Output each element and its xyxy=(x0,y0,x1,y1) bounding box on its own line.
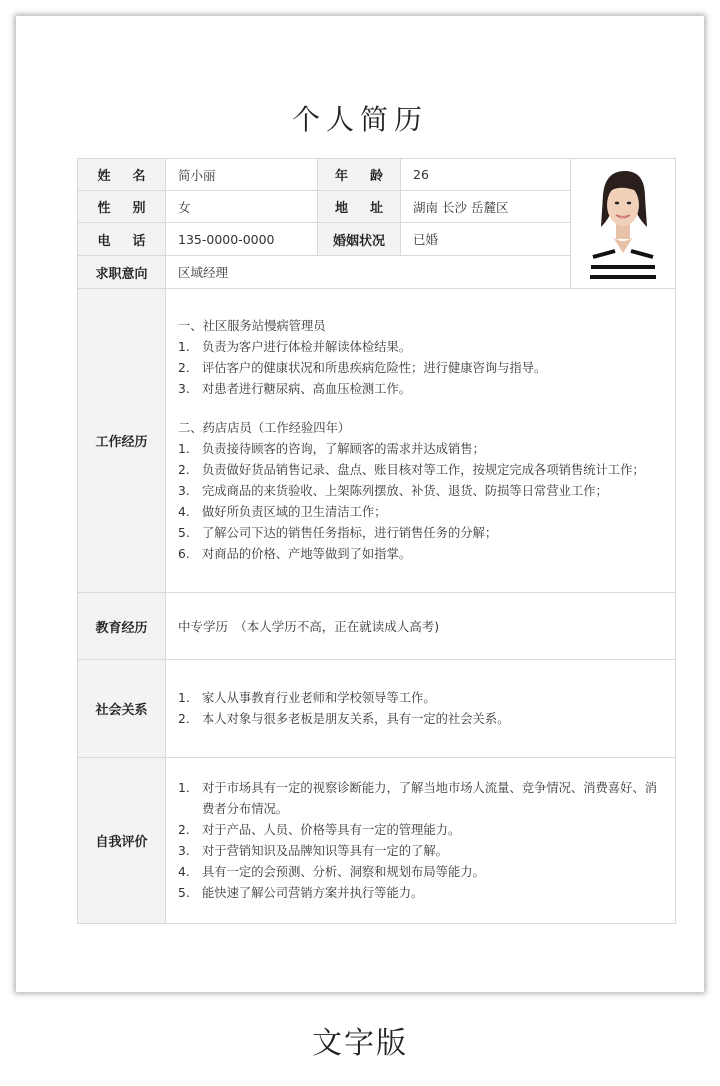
list-item: 1. 负责接待顾客的咨询，了解顾客的需求并达成销售； xyxy=(178,442,485,456)
work-content xyxy=(166,289,676,593)
photo-cell xyxy=(571,159,676,289)
footer-caption: 文字版 xyxy=(312,1026,408,1061)
social-label: 社会关系 xyxy=(78,660,166,758)
address-value: 湖南 长沙 岳麓区 xyxy=(401,191,571,223)
list-item: 1. 对于市场具有一定的视察诊断能力，了解当地市场人流量、竞争情况、消费喜好、消费者分布情况。 xyxy=(178,780,657,816)
name-label: 姓名 xyxy=(78,159,166,191)
list-item: 2. 评估客户的健康状况和所患疾病危险性；进行健康咨询与指导。 xyxy=(178,361,547,375)
marital-value: 已婚 xyxy=(401,223,571,256)
list-item: 5. 能快速了解公司营销方案并执行等能力。 xyxy=(178,885,424,900)
list-item: 6. 对商品的价格、产地等做到了如指掌。 xyxy=(178,547,412,561)
marital-label: 婚姻状况 xyxy=(318,223,401,256)
address-label: 地址 xyxy=(318,191,401,223)
gender-value: 女 xyxy=(166,191,318,223)
list-item: 1. 家人从事教育行业老师和学校领导等工作。 xyxy=(178,690,436,705)
intent-label: 求职意向 xyxy=(78,256,166,289)
education-value: 中专学历 （本人学历不高，正在就读成人高考) xyxy=(166,593,676,660)
self-eval-content xyxy=(166,758,676,924)
page-title: 个人简历 xyxy=(291,103,428,136)
phone-label: 电话 xyxy=(78,223,166,256)
intent-value: 区域经理 xyxy=(166,256,571,289)
list-item: 2. 负责做好货品销售记录、盘点、账目核对等工作，按规定完成各项销售统计工作； xyxy=(178,463,645,477)
age-value: 26 xyxy=(401,159,571,191)
list-item: 3. 对患者进行糖尿病、高血压检测工作。 xyxy=(178,382,412,396)
gender-label: 性别 xyxy=(78,191,166,223)
list-item: 3. 对于营销知识及品牌知识等具有一定的了解。 xyxy=(178,843,448,858)
work-label: 工作经历 xyxy=(78,289,166,593)
phone-value: 135-0000-0000 xyxy=(166,223,318,256)
job2-title: 二、药店店员（工作经验四年） xyxy=(178,421,351,435)
list-item: 5. 了解公司下达的销售任务指标，进行销售任务的分解； xyxy=(178,526,498,540)
self-eval-label: 自我评价 xyxy=(78,758,166,924)
list-item: 2. 本人对象与很多老板是朋友关系，具有一定的社会关系。 xyxy=(178,711,510,726)
resume-sheet xyxy=(16,16,704,992)
name-value: 简小丽 xyxy=(166,159,318,191)
age-label: 年龄 xyxy=(318,159,401,191)
list-item: 3. 完成商品的来货验收、上架陈列摆放、补货、退货、防损等日常营业工作； xyxy=(178,484,608,498)
education-label: 教育经历 xyxy=(78,593,166,660)
list-item: 1. 负责为客户进行体检并解读体检结果。 xyxy=(178,340,412,354)
list-item: 2. 对于产品、人员、价格等具有一定的管理能力。 xyxy=(178,822,461,837)
job1-title: 一、社区服务站慢病管理员 xyxy=(178,319,326,333)
social-content xyxy=(166,660,676,758)
list-item: 4. 做好所负责区域的卫生清洁工作； xyxy=(178,505,387,519)
profile-photo xyxy=(575,165,671,283)
list-item: 4. 具有一定的会预测、分析、洞察和规划布局等能力。 xyxy=(178,864,485,879)
resume-table xyxy=(77,158,676,924)
